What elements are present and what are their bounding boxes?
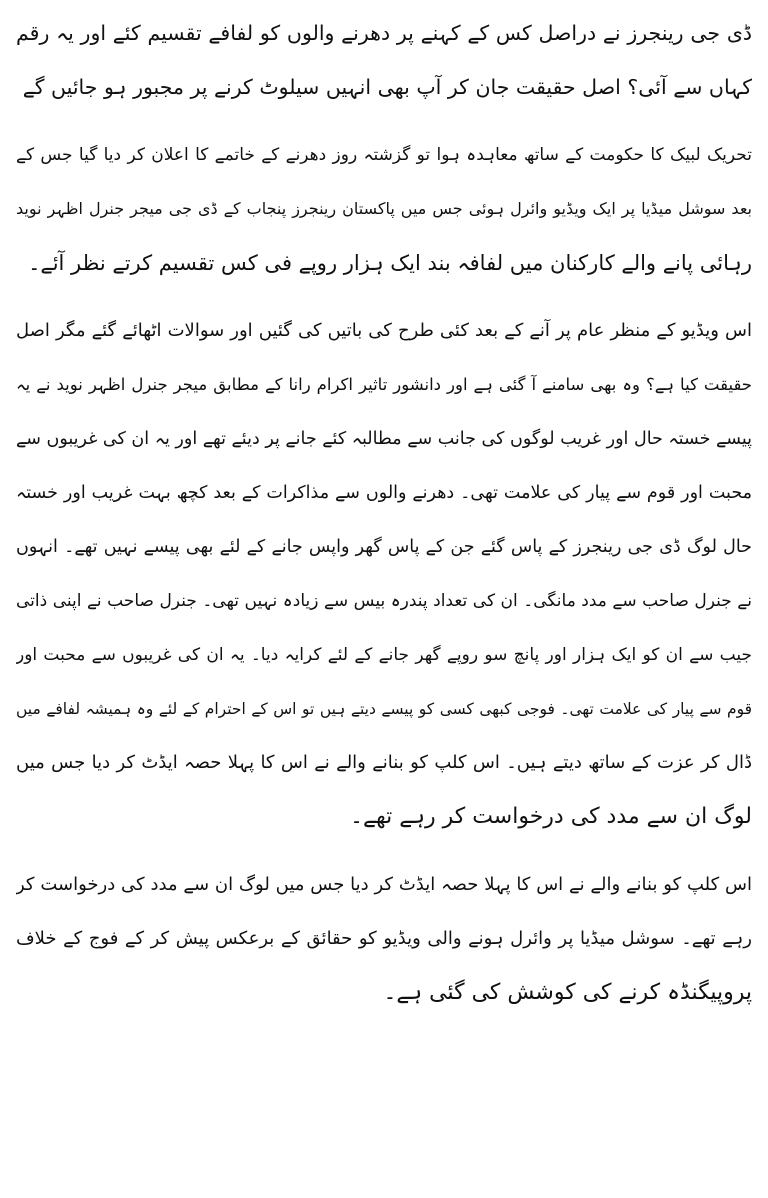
text-line: قوم سے پیار کی علامت تھی۔ فوجی کبھی کسی کو پیسے دیتے ہیں تو اس کے احترام کے لئے وہ ہمیشہ لفافے میں <box>16 700 752 718</box>
text-line: ڈال کر عزت کے ساتھ دیتے ہیں۔ اس کلپ کو بنانے والے نے اس کا پہلا حصہ ایڈٹ کر دیا جس میں <box>16 752 752 773</box>
text-line: کہاں سے آئی؟ اصل حقیقت جان کر آپ بھی انہیں سیلوٹ کرنے پر مجبور ہو جائیں گے <box>22 75 752 99</box>
text-line: حقیقت کیا ہے؟ وہ بھی سامنے آ گئی ہے اور دانشور تاثیر اکرام رانا کے مطابق میجر جنرل اظہر نوید نے یہ <box>16 375 752 394</box>
text-line: پروپیگنڈہ کرنے کی کوشش کی گئی ہے۔ <box>383 980 752 1005</box>
text-line: اس کلپ کو بنانے والے نے اس کا پہلا حصہ ایڈٹ کر دیا جس میں لوگ ان سے مدد کی درخواست کر <box>16 874 752 895</box>
text-line: رہائی پانے والے کارکنان میں لفافہ بند ایک ہزار روپے فی کس تقسیم کرتے نظر آئے۔ <box>28 251 752 275</box>
body-paragraph-3 <box>16 858 752 1020</box>
article-body <box>16 6 752 1034</box>
text-line: تحریک لبیک کا حکومت کے ساتھ معاہدہ ہوا تو گزشتہ روز دھرنے کے خاتمے کا اعلان کر دیا گیا جس کے <box>16 145 752 165</box>
text-line: جیب سے ان کو ایک ہزار اور پانچ سو روپے گھر جانے کے لئے کرایہ دیا۔ یہ ان کی غریبوں سے محبت اور <box>16 645 752 665</box>
text-line: محبت اور قوم سے پیار کی علامت تھی۔ دھرنے والوں سے مذاکرات کے بعد کچھ بہت غریب اور خستہ <box>16 483 752 503</box>
text-line: رہے تھے۔ سوشل میڈیا پر وائرل ہونے والی ویڈیو کو حقائق کے برعکس پیش کر کے فوج کے خلاف <box>16 928 752 949</box>
body-paragraph-2 <box>16 304 752 844</box>
text-line: پیسے خستہ حال اور غریب لوگوں کی جانب سے مطالبہ کئے جانے پر دیئے تھے اور یہ ان کی غریبوں سے <box>16 429 752 449</box>
body-paragraph-1 <box>16 128 752 290</box>
text-line: حال لوگ ڈی جی رینجرز کے پاس گئے جن کے پاس گھر واپس جانے کے لئے بھی پیسے نہیں تھے۔ انہوں <box>16 537 752 557</box>
text-line: لوگ ان سے مدد کی درخواست کر رہے تھے۔ <box>350 804 752 829</box>
text-line: نے جنرل صاحب سے مدد مانگی۔ ان کی تعداد پندرہ بیس سے زیادہ نہیں تھی۔ جنرل صاحب نے اپنی ذاتی <box>16 591 752 611</box>
text-line: ڈی جی رینجرز نے دراصل کس کے کہنے پر دھرنے والوں کو لفافے تقسیم کئے اور یہ رقم <box>16 21 752 45</box>
text-line: بعد سوشل میڈیا پر ایک ویڈیو وائرل ہوئی جس میں پاکستان رینجرز پنجاب کے ڈی جی میجر جنرل اظہر نوید <box>16 199 752 218</box>
headline-paragraph <box>16 6 752 114</box>
text-line: اس ویڈیو کے منظر عام پر آنے کے بعد کئی طرح کی باتیں کی گئیں اور سوالات اٹھائے گئے مگر اصل <box>16 320 752 341</box>
